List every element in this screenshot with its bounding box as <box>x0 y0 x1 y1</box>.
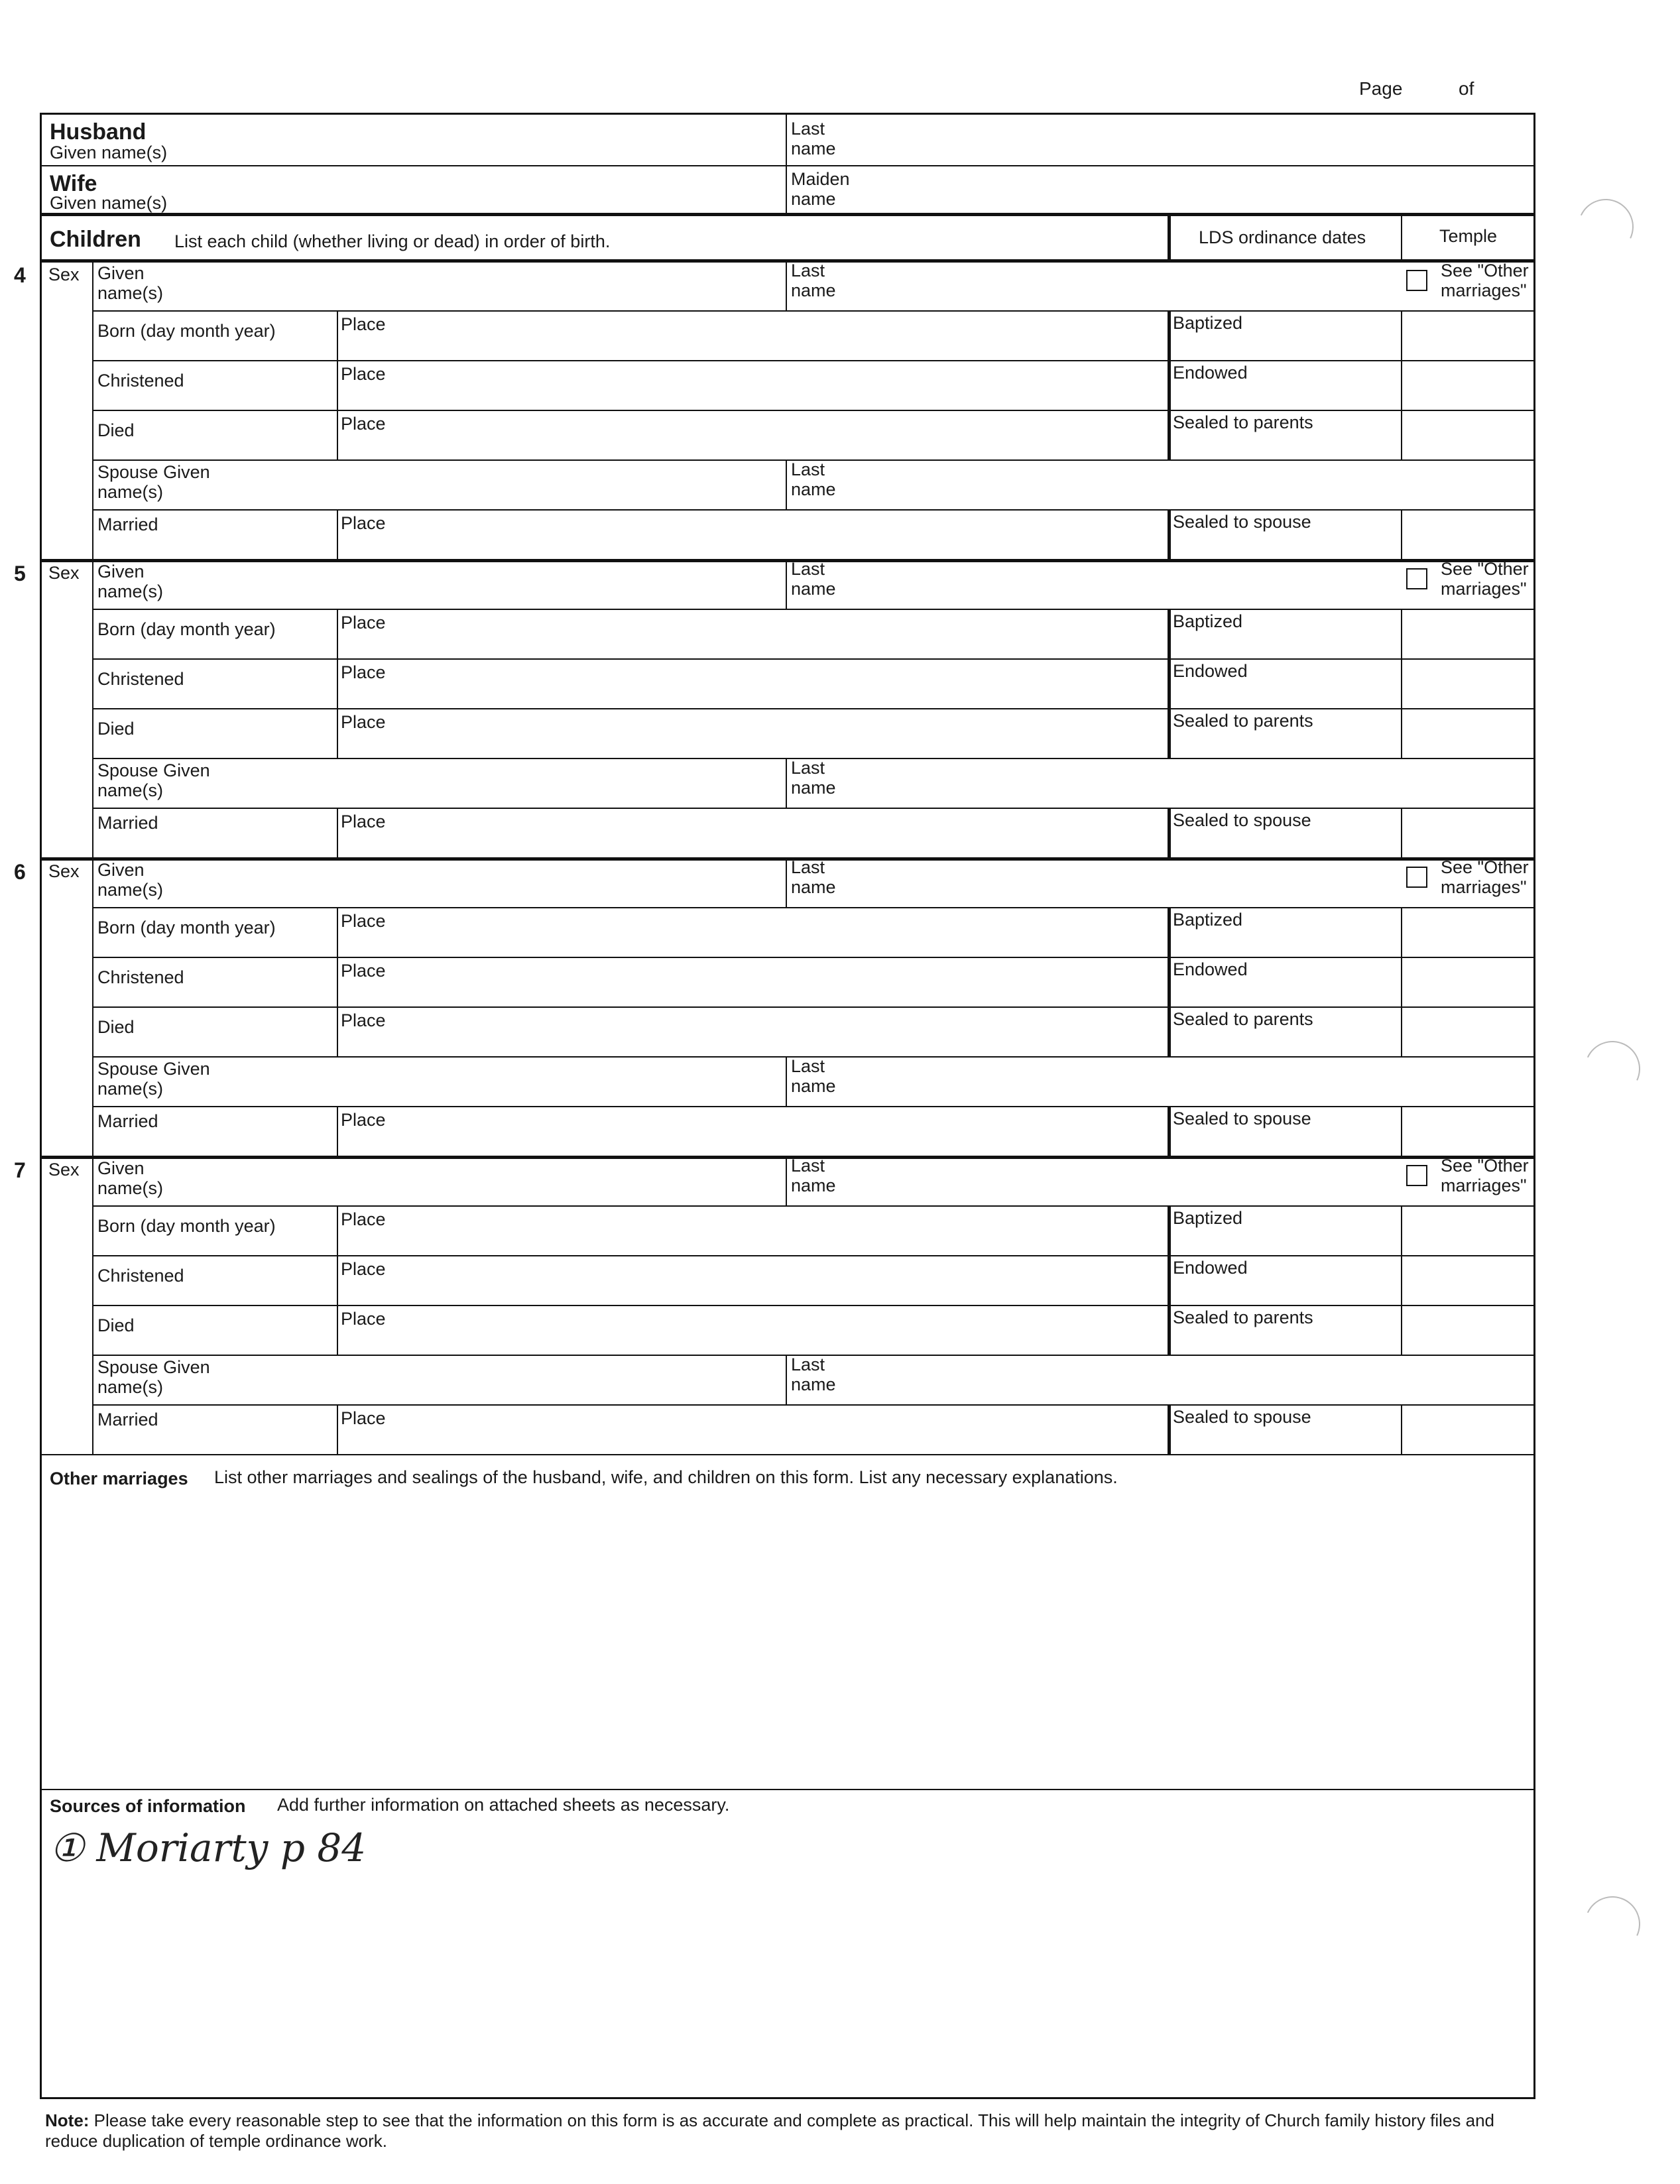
endowed-label: Endowed <box>1173 363 1248 383</box>
married-label: Married <box>97 515 158 534</box>
baptized-label: Baptized <box>1173 910 1243 930</box>
child-last-label: Last name <box>791 857 836 897</box>
married-label: Married <box>97 813 158 833</box>
sex-label: Sex <box>48 1160 80 1180</box>
sealed-spouse-label: Sealed to spouse <box>1173 1407 1311 1427</box>
page-label: Page <box>1359 78 1403 99</box>
note-text: Please take every reasonable step to see that the information on this form is as accurate and complete as practical. This will help maintain the integrity of Church family history files and reduce duplication of temple ordinance work. <box>45 2110 1495 2151</box>
baptized-label: Baptized <box>1173 611 1243 631</box>
born-label: Born (day month year) <box>97 918 276 938</box>
place-label: Place <box>341 364 386 384</box>
spouse-given-label: Spouse Given name(s) <box>97 462 210 502</box>
child-last-label: Last name <box>791 559 836 599</box>
sealed-spouse-label: Sealed to spouse <box>1173 810 1311 830</box>
other-marriages-text: List other marriages and sealings of the husband, wife, and children on this form. List any necessary explanations. <box>214 1467 1118 1487</box>
place-label: Place <box>341 812 386 831</box>
spouse-last-label: Last name <box>791 1355 836 1394</box>
other-marriages-checkbox[interactable] <box>1406 867 1427 888</box>
endowed-label: Endowed <box>1173 661 1248 681</box>
christened-label: Christened <box>97 967 184 987</box>
died-label: Died <box>97 719 135 739</box>
husband-title: Husband <box>50 119 147 145</box>
child-number: 7 <box>14 1158 26 1182</box>
born-label: Born (day month year) <box>97 321 276 341</box>
place-label: Place <box>341 1209 386 1229</box>
place-label: Place <box>341 911 386 931</box>
baptized-label: Baptized <box>1173 1208 1243 1228</box>
child-given-label: Given name(s) <box>97 860 164 900</box>
child-number: 4 <box>14 263 26 287</box>
child-last-label: Last name <box>791 1156 836 1195</box>
sex-label: Sex <box>48 563 80 583</box>
note-paragraph <box>45 2110 1504 2152</box>
sex-label: Sex <box>48 861 80 881</box>
children-title: Children <box>50 227 141 252</box>
place-label: Place <box>341 1110 386 1130</box>
sealed-spouse-label: Sealed to spouse <box>1173 512 1311 532</box>
sealed-spouse-label: Sealed to spouse <box>1173 1109 1311 1128</box>
died-label: Died <box>97 420 135 440</box>
place-label: Place <box>341 1309 386 1329</box>
wife-given-label: Given name(s) <box>50 193 168 213</box>
note-title: Note: <box>45 2110 90 2130</box>
married-label: Married <box>97 1410 158 1429</box>
place-label: Place <box>341 1408 386 1428</box>
place-label: Place <box>341 961 386 981</box>
place-label: Place <box>341 1010 386 1030</box>
child-number: 5 <box>14 562 26 585</box>
see-other-marriages-label: See "Other marriages" <box>1441 559 1529 599</box>
sealed_parents-label: Sealed to parents <box>1173 1009 1313 1029</box>
sources-title: Sources of information <box>50 1796 246 1816</box>
other-marriages-checkbox[interactable] <box>1406 270 1427 291</box>
spouse-last-label: Last name <box>791 758 836 798</box>
other-marriages-title: Other marriages <box>50 1469 188 1488</box>
child-number: 6 <box>14 860 26 884</box>
place-label: Place <box>341 712 386 732</box>
place-label: Place <box>341 314 386 334</box>
spouse-given-label: Spouse Given name(s) <box>97 760 210 800</box>
baptized-label: Baptized <box>1173 313 1243 333</box>
child-given-label: Given name(s) <box>97 1158 164 1198</box>
spouse-last-label: Last name <box>791 459 836 499</box>
christened-label: Christened <box>97 669 184 689</box>
spouse-given-label: Spouse Given name(s) <box>97 1059 210 1099</box>
family-group-record-form <box>14 113 1535 2099</box>
endowed-label: Endowed <box>1173 959 1248 979</box>
place-label: Place <box>341 613 386 633</box>
place-label: Place <box>341 1259 386 1279</box>
sex-label: Sex <box>48 265 80 284</box>
sources-handwritten-entry: ① Moriarty p 84 <box>50 1825 367 1870</box>
born-label: Born (day month year) <box>97 619 276 639</box>
christened-label: Christened <box>97 1266 184 1286</box>
spouse-last-label: Last name <box>791 1056 836 1096</box>
place-label: Place <box>341 513 386 533</box>
place-label: Place <box>341 414 386 434</box>
of-label: of <box>1459 78 1474 99</box>
see-other-marriages-label: See "Other marriages" <box>1441 857 1529 897</box>
punch-hole-mark <box>1570 191 1642 263</box>
sources-text: Add further information on attached sheets as necessary. <box>277 1795 730 1815</box>
children-instruction: List each child (whether living or dead) in order of birth. <box>174 231 611 251</box>
child-given-label: Given name(s) <box>97 562 164 601</box>
wife-title: Wife <box>50 171 97 196</box>
born-label: Born (day month year) <box>97 1216 276 1236</box>
died-label: Died <box>97 1017 135 1037</box>
place-label: Place <box>341 662 386 682</box>
christened-label: Christened <box>97 371 184 391</box>
sealed_parents-label: Sealed to parents <box>1173 1307 1313 1327</box>
sealed_parents-label: Sealed to parents <box>1173 711 1313 731</box>
husband-last-label: Last name <box>791 119 836 158</box>
child-given-label: Given name(s) <box>97 263 164 303</box>
died-label: Died <box>97 1315 135 1335</box>
see-other-marriages-label: See "Other marriages" <box>1441 261 1529 300</box>
child-last-label: Last name <box>791 261 836 300</box>
spouse-given-label: Spouse Given name(s) <box>97 1357 210 1397</box>
sealed_parents-label: Sealed to parents <box>1173 412 1313 432</box>
punch-hole-mark <box>1577 1888 1648 1960</box>
husband-given-label: Given name(s) <box>50 143 168 162</box>
see-other-marriages-label: See "Other marriages" <box>1441 1156 1529 1195</box>
endowed-label: Endowed <box>1173 1258 1248 1278</box>
punch-hole-mark <box>1577 1033 1648 1105</box>
other-marriages-checkbox[interactable] <box>1406 1165 1427 1186</box>
lds-dates-header: LDS ordinance dates <box>1199 227 1366 247</box>
other-marriages-checkbox[interactable] <box>1406 568 1427 589</box>
wife-maiden-label: Maiden name <box>791 169 850 209</box>
married-label: Married <box>97 1111 158 1131</box>
temple-header: Temple <box>1439 226 1498 246</box>
